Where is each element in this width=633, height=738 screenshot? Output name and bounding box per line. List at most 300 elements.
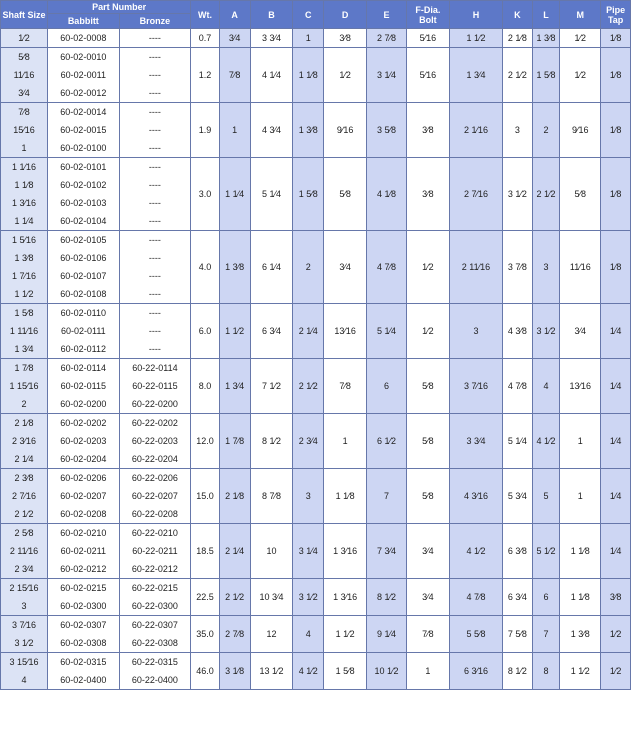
c-cell: 1 5⁄8	[293, 158, 324, 231]
d-cell: 1 3⁄16	[324, 579, 367, 616]
f-dia-bolt-cell: 3⁄8	[406, 103, 449, 158]
bronze-cell-value: 60-22-0300	[131, 601, 178, 611]
table-row	[1, 29, 631, 48]
h-header: H	[449, 1, 502, 29]
shaft-size-cell-value: 1	[21, 143, 27, 153]
bronze-cell	[119, 469, 191, 524]
k-cell: 3 7⁄8	[503, 231, 533, 304]
shaft-size-cell	[1, 29, 48, 48]
shaft-size-cell-value: 2 5⁄8	[14, 528, 34, 538]
babbitt-cell-value: 60-02-0212	[60, 564, 107, 574]
bronze-cell-value: 60-22-0400	[131, 675, 178, 685]
bronze-cell-value: ----	[148, 271, 161, 281]
table-row	[1, 231, 631, 304]
bronze-cell-value: ----	[148, 344, 161, 354]
f-dia-bolt-cell: 7⁄8	[406, 616, 449, 653]
bronze-cell	[119, 304, 191, 359]
shaft-size-cell	[1, 414, 48, 469]
shaft-size-cell-value: 2 15⁄16	[9, 583, 39, 593]
shaft-size-cell-value: 4	[21, 675, 27, 685]
d-cell: 1 1⁄2	[324, 616, 367, 653]
bronze-cell-value: 60-22-0208	[131, 509, 178, 519]
f-dia-bolt-cell: 1	[406, 653, 449, 690]
d-header: D	[324, 1, 367, 29]
a-cell: 1 1⁄4	[219, 158, 250, 231]
pipe-tap-cell: 1⁄4	[601, 304, 631, 359]
shaft-size-cell-value: 2	[21, 399, 27, 409]
pipe-tap-cell: 1⁄4	[601, 414, 631, 469]
babbitt-cell-value: 60-02-0206	[60, 473, 107, 483]
a-cell: 2 1⁄8	[219, 469, 250, 524]
c-cell: 3 1⁄2	[293, 579, 324, 616]
table-header	[1, 1, 631, 29]
babbitt-cell	[48, 359, 120, 414]
m-cell: 1	[560, 469, 601, 524]
babbitt-cell-value: 60-02-0110	[60, 308, 106, 318]
b-cell: 6 3⁄4	[250, 304, 293, 359]
a-cell: 7⁄8	[219, 48, 250, 103]
babbitt-cell-value: 60-02-0015	[60, 125, 107, 135]
babbitt-cell-value: 60-02-0104	[60, 216, 107, 226]
b-cell: 12	[250, 616, 293, 653]
a-cell: 3⁄4	[219, 29, 250, 48]
f-dia-bolt-cell: 5⁄8	[406, 469, 449, 524]
e-cell: 7	[367, 469, 407, 524]
bronze-cell-value: 60-22-0203	[131, 436, 178, 446]
e-cell: 3 1⁄4	[367, 48, 407, 103]
shaft-size-cell	[1, 616, 48, 653]
babbitt-cell-value: 60-02-0012	[60, 88, 107, 98]
bronze-cell-value: ----	[148, 198, 161, 208]
a-cell: 1 7⁄8	[219, 414, 250, 469]
bronze-cell-value: 60-22-0202	[131, 418, 178, 428]
h-cell: 2 1⁄16	[449, 103, 502, 158]
d-cell: 1 5⁄8	[324, 653, 367, 690]
f-dia-bolt-cell: 3⁄4	[406, 524, 449, 579]
shaft-size-header: Shaft Size	[1, 1, 48, 29]
l-cell: 1 3⁄8	[532, 29, 560, 48]
babbitt-cell-value: 60-02-0101	[60, 162, 107, 172]
pipe-tap-cell: 1⁄2	[601, 616, 631, 653]
table-row	[1, 469, 631, 524]
shaft-size-cell-value: 3⁄4	[18, 88, 30, 98]
pipe-tap-cell: 1⁄2	[601, 653, 631, 690]
l-cell: 2	[532, 103, 560, 158]
shaft-size-cell-value: 1 1⁄2	[14, 289, 34, 299]
m-cell: 1⁄2	[560, 48, 601, 103]
bronze-cell-value: ----	[148, 33, 161, 43]
bronze-cell-value: 60-22-0204	[131, 454, 178, 464]
k-cell: 6 3⁄8	[503, 524, 533, 579]
wt-cell: 1.2	[191, 48, 220, 103]
bronze-cell	[119, 359, 191, 414]
table-row	[1, 48, 631, 103]
babbitt-cell-value: 60-02-0315	[60, 657, 107, 667]
bronze-cell-value: ----	[148, 308, 161, 318]
bronze-cell-value: ----	[148, 253, 161, 263]
wt-cell: 3.0	[191, 158, 220, 231]
shaft-size-cell-value: 1 7⁄16	[12, 271, 37, 281]
shaft-size-cell	[1, 359, 48, 414]
e-cell: 10 1⁄2	[367, 653, 407, 690]
bronze-cell-value: ----	[148, 216, 161, 226]
babbitt-cell-value: 60-02-0107	[60, 271, 107, 281]
table-row	[1, 414, 631, 469]
babbitt-cell-value: 60-02-0211	[60, 546, 106, 556]
babbitt-cell-value: 60-02-0100	[60, 143, 107, 153]
b-cell: 4 3⁄4	[250, 103, 293, 158]
l-cell: 3	[532, 231, 560, 304]
babbitt-cell-value: 60-02-0202	[60, 418, 107, 428]
e-cell: 3 5⁄8	[367, 103, 407, 158]
a-cell: 3 1⁄8	[219, 653, 250, 690]
bronze-cell-value: 60-22-0211	[132, 546, 178, 556]
shaft-size-cell	[1, 304, 48, 359]
shaft-size-cell	[1, 653, 48, 690]
shaft-size-cell-value: 15⁄16	[13, 125, 35, 135]
bronze-header: Bronze	[119, 14, 191, 29]
e-cell: 4 7⁄8	[367, 231, 407, 304]
pipe-tap-cell: 1⁄4	[601, 524, 631, 579]
pipe-tap-header: Pipe Tap	[601, 1, 631, 29]
shaft-size-cell	[1, 158, 48, 231]
k-cell: 5 3⁄4	[503, 469, 533, 524]
bronze-cell-value: ----	[148, 326, 161, 336]
l-cell: 7	[532, 616, 560, 653]
k-cell: 2 1⁄2	[503, 48, 533, 103]
b-cell: 13 1⁄2	[250, 653, 293, 690]
c-cell: 3	[293, 469, 324, 524]
babbitt-cell-value: 60-02-0115	[60, 381, 106, 391]
babbitt-cell	[48, 524, 120, 579]
d-cell: 1 3⁄16	[324, 524, 367, 579]
wt-cell: 8.0	[191, 359, 220, 414]
d-cell: 1 1⁄8	[324, 469, 367, 524]
table-row	[1, 158, 631, 231]
l-cell: 1 5⁄8	[532, 48, 560, 103]
babbitt-cell-value: 60-02-0300	[60, 601, 107, 611]
l-cell: 3 1⁄2	[532, 304, 560, 359]
b-cell: 7 1⁄2	[250, 359, 293, 414]
babbitt-cell	[48, 158, 120, 231]
bronze-cell-value: 60-22-0308	[131, 638, 178, 648]
babbitt-cell	[48, 103, 120, 158]
babbitt-cell-value: 60-02-0210	[60, 528, 107, 538]
e-header: E	[367, 1, 407, 29]
shaft-size-cell-value: 1 3⁄4	[14, 344, 34, 354]
bronze-cell-value: ----	[148, 235, 161, 245]
bronze-cell-value: ----	[148, 125, 161, 135]
babbitt-cell	[48, 414, 120, 469]
shaft-size-cell-value: 1 11⁄16	[9, 326, 39, 336]
shaft-size-cell-value: 2 1⁄4	[14, 454, 34, 464]
wt-cell: 0.7	[191, 29, 220, 48]
shaft-size-cell	[1, 231, 48, 304]
bronze-cell	[119, 29, 191, 48]
c-cell: 3 1⁄4	[293, 524, 324, 579]
babbitt-cell-value: 60-02-0400	[60, 675, 107, 685]
l-cell: 4	[532, 359, 560, 414]
wt-cell: 12.0	[191, 414, 220, 469]
babbitt-cell-value: 60-02-0215	[60, 583, 107, 593]
bronze-cell-value: ----	[148, 107, 161, 117]
b-cell: 6 1⁄4	[250, 231, 293, 304]
shaft-size-cell-value: 1 15⁄16	[9, 381, 39, 391]
h-cell: 4 3⁄16	[449, 469, 502, 524]
e-cell: 8 1⁄2	[367, 579, 407, 616]
a-cell: 2 7⁄8	[219, 616, 250, 653]
b-cell: 4 1⁄4	[250, 48, 293, 103]
bronze-cell	[119, 231, 191, 304]
bronze-cell-value: ----	[148, 70, 161, 80]
babbitt-cell	[48, 48, 120, 103]
c-cell: 2	[293, 231, 324, 304]
c-cell: 2 1⁄2	[293, 359, 324, 414]
a-cell: 1 1⁄2	[219, 304, 250, 359]
e-cell: 6	[367, 359, 407, 414]
b-cell: 8 1⁄2	[250, 414, 293, 469]
wt-header: Wt.	[191, 1, 220, 29]
table-body	[1, 29, 631, 690]
bronze-cell-value: 60-22-0115	[132, 381, 178, 391]
bronze-cell-value: 60-22-0315	[131, 657, 178, 667]
wt-cell: 1.9	[191, 103, 220, 158]
bronze-cell-value: ----	[148, 143, 161, 153]
table-row	[1, 653, 631, 690]
babbitt-cell	[48, 304, 120, 359]
k-cell: 8 1⁄2	[503, 653, 533, 690]
f-dia-bolt-header: F-Dia. Bolt	[406, 1, 449, 29]
shaft-size-cell-value: 1 3⁄16	[12, 198, 37, 208]
pipe-tap-cell: 1⁄8	[601, 29, 631, 48]
h-cell: 2 11⁄16	[449, 231, 502, 304]
d-cell: 7⁄8	[324, 359, 367, 414]
c-header: C	[293, 1, 324, 29]
h-cell: 3	[449, 304, 502, 359]
l-cell: 4 1⁄2	[532, 414, 560, 469]
shaft-size-cell-value: 3 7⁄16	[12, 620, 37, 630]
l-cell: 8	[532, 653, 560, 690]
bronze-cell-value: 60-22-0210	[131, 528, 178, 538]
babbitt-header: Babbitt	[48, 14, 120, 29]
wt-cell: 35.0	[191, 616, 220, 653]
babbitt-cell-value: 60-02-0105	[60, 235, 107, 245]
a-cell: 2 1⁄4	[219, 524, 250, 579]
bronze-cell-value: 60-22-0307	[131, 620, 178, 630]
l-cell: 5 1⁄2	[532, 524, 560, 579]
shaft-size-cell-value: 2 3⁄16	[12, 436, 37, 446]
k-cell: 2 1⁄8	[503, 29, 533, 48]
e-cell: 6 1⁄2	[367, 414, 407, 469]
k-header: K	[503, 1, 533, 29]
l-cell: 6	[532, 579, 560, 616]
m-cell: 1⁄2	[560, 29, 601, 48]
a-cell: 1 3⁄4	[219, 359, 250, 414]
d-cell: 1	[324, 414, 367, 469]
babbitt-cell	[48, 469, 120, 524]
babbitt-cell	[48, 231, 120, 304]
m-cell: 1 1⁄8	[560, 524, 601, 579]
shaft-size-cell-value: 1 5⁄8	[14, 308, 34, 318]
shaft-size-cell-value: 1 1⁄16	[12, 162, 37, 172]
wt-cell: 15.0	[191, 469, 220, 524]
c-cell: 1 1⁄8	[293, 48, 324, 103]
d-cell: 13⁄16	[324, 304, 367, 359]
bronze-cell-value: 60-22-0212	[131, 564, 178, 574]
shaft-size-cell	[1, 524, 48, 579]
m-cell: 13⁄16	[560, 359, 601, 414]
bronze-cell-value: ----	[148, 162, 161, 172]
k-cell: 7 5⁄8	[503, 616, 533, 653]
k-cell: 5 1⁄4	[503, 414, 533, 469]
h-cell: 2 7⁄16	[449, 158, 502, 231]
a-cell: 2 1⁄2	[219, 579, 250, 616]
babbitt-cell-value: 60-02-0207	[60, 491, 107, 501]
table-row	[1, 524, 631, 579]
l-cell: 5	[532, 469, 560, 524]
k-cell: 3	[503, 103, 533, 158]
babbitt-cell	[48, 653, 120, 690]
b-cell: 3 3⁄4	[250, 29, 293, 48]
bronze-cell	[119, 158, 191, 231]
shaft-size-cell	[1, 469, 48, 524]
babbitt-cell-value: 60-02-0204	[60, 454, 107, 464]
h-cell: 4 7⁄8	[449, 579, 502, 616]
e-cell: 2 7⁄8	[367, 29, 407, 48]
shaft-size-cell-value: 5⁄8	[18, 52, 30, 62]
k-cell: 6 3⁄4	[503, 579, 533, 616]
shaft-size-cell-value: 2 3⁄8	[14, 473, 34, 483]
bronze-cell	[119, 103, 191, 158]
a-cell: 1	[219, 103, 250, 158]
babbitt-cell-value: 60-02-0014	[60, 107, 107, 117]
f-dia-bolt-cell: 5⁄16	[406, 29, 449, 48]
bronze-cell	[119, 579, 191, 616]
wt-cell: 22.5	[191, 579, 220, 616]
pipe-tap-cell: 3⁄8	[601, 579, 631, 616]
wt-cell: 18.5	[191, 524, 220, 579]
k-cell: 4 7⁄8	[503, 359, 533, 414]
babbitt-cell-value: 60-02-0106	[60, 253, 107, 263]
c-cell: 1	[293, 29, 324, 48]
pipe-tap-cell: 1⁄4	[601, 359, 631, 414]
bronze-cell-value: 60-22-0200	[131, 399, 178, 409]
h-cell: 4 1⁄2	[449, 524, 502, 579]
babbitt-cell-value: 60-02-0111	[60, 326, 106, 336]
shaft-size-cell	[1, 579, 48, 616]
h-cell: 3 7⁄16	[449, 359, 502, 414]
table-row	[1, 304, 631, 359]
shaft-size-cell-value: 2 3⁄4	[14, 564, 34, 574]
f-dia-bolt-cell: 1⁄2	[406, 231, 449, 304]
d-cell: 5⁄8	[324, 158, 367, 231]
babbitt-cell	[48, 616, 120, 653]
e-cell: 7 3⁄4	[367, 524, 407, 579]
pipe-tap-cell: 1⁄4	[601, 469, 631, 524]
b-cell: 8 7⁄8	[250, 469, 293, 524]
e-cell: 4 1⁄8	[367, 158, 407, 231]
babbitt-cell-value: 60-02-0114	[60, 363, 106, 373]
babbitt-cell-value: 60-02-0112	[60, 344, 106, 354]
bronze-cell	[119, 414, 191, 469]
k-cell: 3 1⁄2	[503, 158, 533, 231]
b-cell: 5 1⁄4	[250, 158, 293, 231]
f-dia-bolt-cell: 5⁄8	[406, 359, 449, 414]
e-cell: 5 1⁄4	[367, 304, 407, 359]
m-cell: 1 1⁄2	[560, 653, 601, 690]
e-cell: 9 1⁄4	[367, 616, 407, 653]
c-cell: 2 1⁄4	[293, 304, 324, 359]
k-cell: 4 3⁄8	[503, 304, 533, 359]
shaft-size-cell-value: 3 1⁄2	[14, 638, 34, 648]
bronze-cell	[119, 653, 191, 690]
babbitt-cell-value: 60-02-0308	[60, 638, 107, 648]
bronze-cell-value: ----	[148, 289, 161, 299]
c-cell: 1 3⁄8	[293, 103, 324, 158]
h-cell: 1 3⁄4	[449, 48, 502, 103]
shaft-size-cell-value: 3 15⁄16	[9, 657, 39, 667]
babbitt-cell	[48, 29, 120, 48]
shaft-size-cell-value: 7⁄8	[18, 107, 30, 117]
m-cell: 9⁄16	[560, 103, 601, 158]
shaft-size-cell	[1, 103, 48, 158]
bronze-cell-value: 60-22-0114	[132, 363, 178, 373]
m-cell: 1 3⁄8	[560, 616, 601, 653]
shaft-size-cell-value: 3	[21, 601, 27, 611]
babbitt-cell-value: 60-02-0203	[60, 436, 107, 446]
wt-cell: 46.0	[191, 653, 220, 690]
d-cell: 3⁄8	[324, 29, 367, 48]
pipe-tap-cell: 1⁄8	[601, 231, 631, 304]
c-cell: 2 3⁄4	[293, 414, 324, 469]
h-cell: 1 1⁄2	[449, 29, 502, 48]
shaft-size-cell-value: 1 5⁄16	[12, 235, 37, 245]
m-cell: 1	[560, 414, 601, 469]
bronze-cell-value: 60-22-0206	[131, 473, 178, 483]
bronze-cell	[119, 616, 191, 653]
shaft-size-cell-value: 2 1⁄2	[14, 509, 34, 519]
h-cell: 5 5⁄8	[449, 616, 502, 653]
babbitt-cell-value: 60-02-0011	[60, 70, 106, 80]
bronze-cell	[119, 48, 191, 103]
shaft-size-cell	[1, 48, 48, 103]
f-dia-bolt-cell: 5⁄8	[406, 414, 449, 469]
bronze-cell-value: ----	[148, 88, 161, 98]
pipe-tap-cell: 1⁄8	[601, 158, 631, 231]
shaft-size-cell-value: 1 1⁄4	[14, 216, 34, 226]
a-header: A	[219, 1, 250, 29]
m-header: M	[560, 1, 601, 29]
table-row	[1, 359, 631, 414]
bronze-cell-value: 60-22-0207	[131, 491, 178, 501]
d-cell: 1⁄2	[324, 48, 367, 103]
babbitt-cell-value: 60-02-0103	[60, 198, 107, 208]
table-row	[1, 579, 631, 616]
l-header: L	[532, 1, 560, 29]
pipe-tap-cell: 1⁄8	[601, 103, 631, 158]
shaft-size-cell-value: 11⁄16	[13, 70, 35, 80]
f-dia-bolt-cell: 1⁄2	[406, 304, 449, 359]
l-cell: 2 1⁄2	[532, 158, 560, 231]
shaft-size-cell-value: 1⁄2	[18, 33, 30, 43]
babbitt-cell-value: 60-02-0307	[60, 620, 107, 630]
d-cell: 3⁄4	[324, 231, 367, 304]
table-row	[1, 103, 631, 158]
m-cell: 1 1⁄8	[560, 579, 601, 616]
d-cell: 9⁄16	[324, 103, 367, 158]
pipe-tap-cell: 1⁄8	[601, 48, 631, 103]
m-cell: 3⁄4	[560, 304, 601, 359]
